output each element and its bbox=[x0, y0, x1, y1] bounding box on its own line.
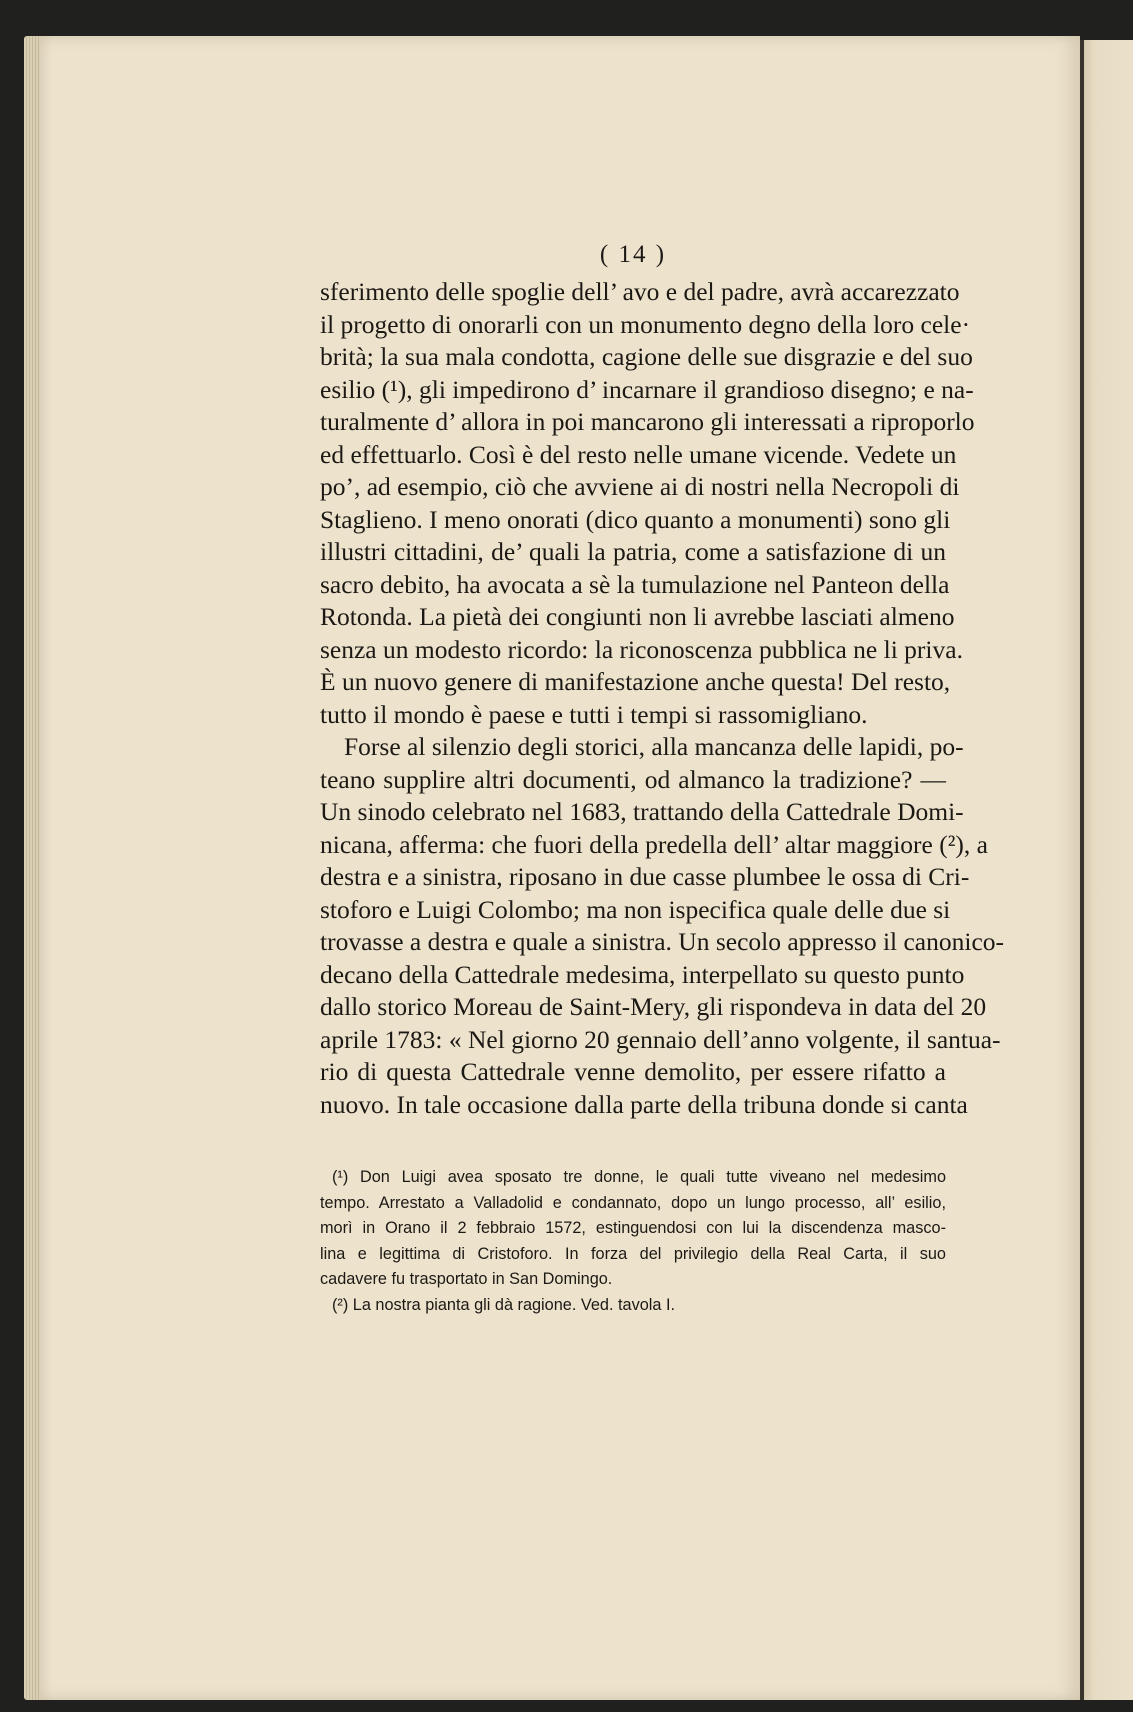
footnotes bbox=[320, 1165, 946, 1318]
text-line: senza un modesto ricordo: la riconoscenza pubblica ne li priva. bbox=[320, 634, 963, 664]
text-line: È un nuovo genere di manifestazione anche questa! Del resto, bbox=[320, 667, 951, 696]
text-line: Rotonda. La pietà dei congiunti non li avrebbe lasciati almeno bbox=[320, 602, 955, 631]
text-line: ed effettuarlo. Così è del resto nelle umane vicende. Vedete un bbox=[320, 439, 957, 469]
text-line: destra e a sinistra, riposano in due casse plumbee le ossa di Cri- bbox=[320, 862, 970, 891]
footnote-line: (²) La nostra pianta gli dà ragione. Ved. tavola I. bbox=[332, 1295, 676, 1314]
footnote-line: (¹) Don Luigi avea sposato tre donne, le quali tutte viveano nel medesimo bbox=[332, 1168, 946, 1186]
text-line: brità; la sua mala condotta, cagione delle sue disgrazie e del suo bbox=[320, 342, 973, 371]
text-line: teano supplire altri documenti, od almanco la tradizione? — bbox=[320, 764, 946, 794]
text-line: nicana, afferma: che fuori della predella dell’ altar maggiore (²), a bbox=[320, 829, 988, 859]
page-number: ( 14 ) bbox=[599, 241, 667, 268]
text-line: aprile 1783: « Nel giorno 20 gennaio dell’anno volgente, il santua- bbox=[320, 1024, 1001, 1054]
text-line: rio di questa Cattedrale venne demolito, per essere rifatto a bbox=[320, 1057, 946, 1086]
text-line: stoforo e Luigi Colombo; ma non ispecifica quale delle due si bbox=[320, 894, 951, 924]
text-line: Forse al silenzio degli storici, alla mancanza delle lapidi, po- bbox=[344, 732, 964, 761]
footnote-line: morì in Orano il 2 febbraio 1572, estinguendosi con lui la discendenza masco- bbox=[320, 1219, 946, 1237]
text-line: illustri cittadini, de’ quali la patria, come a satisfazione di un bbox=[320, 537, 946, 566]
text-line: sacro debito, ha avocata a sè la tumulazione nel Panteon della bbox=[320, 569, 950, 599]
text-line: Staglieno. I meno onorati (dico quanto a monumenti) sono gli bbox=[320, 504, 951, 534]
page-text bbox=[320, 240, 1005, 1318]
text-line: turalmente d’ allora in poi mancarono gli interessati a riproporlo bbox=[320, 407, 975, 436]
footnote-line: cadavere fu trasportato in San Domingo. bbox=[320, 1270, 613, 1288]
text-line: po’, ad esempio, ciò che avviene ai di nostri nella Necropoli di bbox=[320, 472, 960, 501]
footnote-line: lina e legittima di Cristoforo. In forza del privilegio della Real Carta, il suo bbox=[320, 1244, 946, 1263]
text-line: Un sinodo celebrato nel 1683, trattando della Cattedrale Domi- bbox=[320, 797, 964, 826]
text-line: dallo storico Moreau de Saint-Mery, gli rispondeva in data del 20 bbox=[320, 992, 987, 1021]
text-line: nuovo. In tale occasione dalla parte della tribuna donde si canta bbox=[320, 1089, 968, 1119]
facing-page-edge bbox=[1080, 40, 1133, 1700]
text-line: trovasse a destra e quale a sinistra. Un secolo appresso il canonico- bbox=[320, 927, 1005, 956]
text-line: il progetto di onorarli con un monumento degno della loro cele· bbox=[320, 309, 971, 339]
text-line: esilio (¹), gli impedirono d’ incarnare il grandioso disegno; e na- bbox=[320, 374, 974, 404]
body-text bbox=[320, 276, 1005, 1121]
footnote-line: tempo. Arrestato a Valladolid e condannato, dopo un lungo processo, all’ esilio, bbox=[320, 1193, 946, 1212]
text-line: decano della Cattedrale medesima, interpellato su questo punto bbox=[320, 959, 965, 989]
text-line: tutto il mondo è paese e tutti i tempi si rassomigliano. bbox=[320, 699, 868, 729]
text-line: sferimento delle spoglie dell’ avo e del padre, avrà accarezzato bbox=[320, 277, 960, 306]
